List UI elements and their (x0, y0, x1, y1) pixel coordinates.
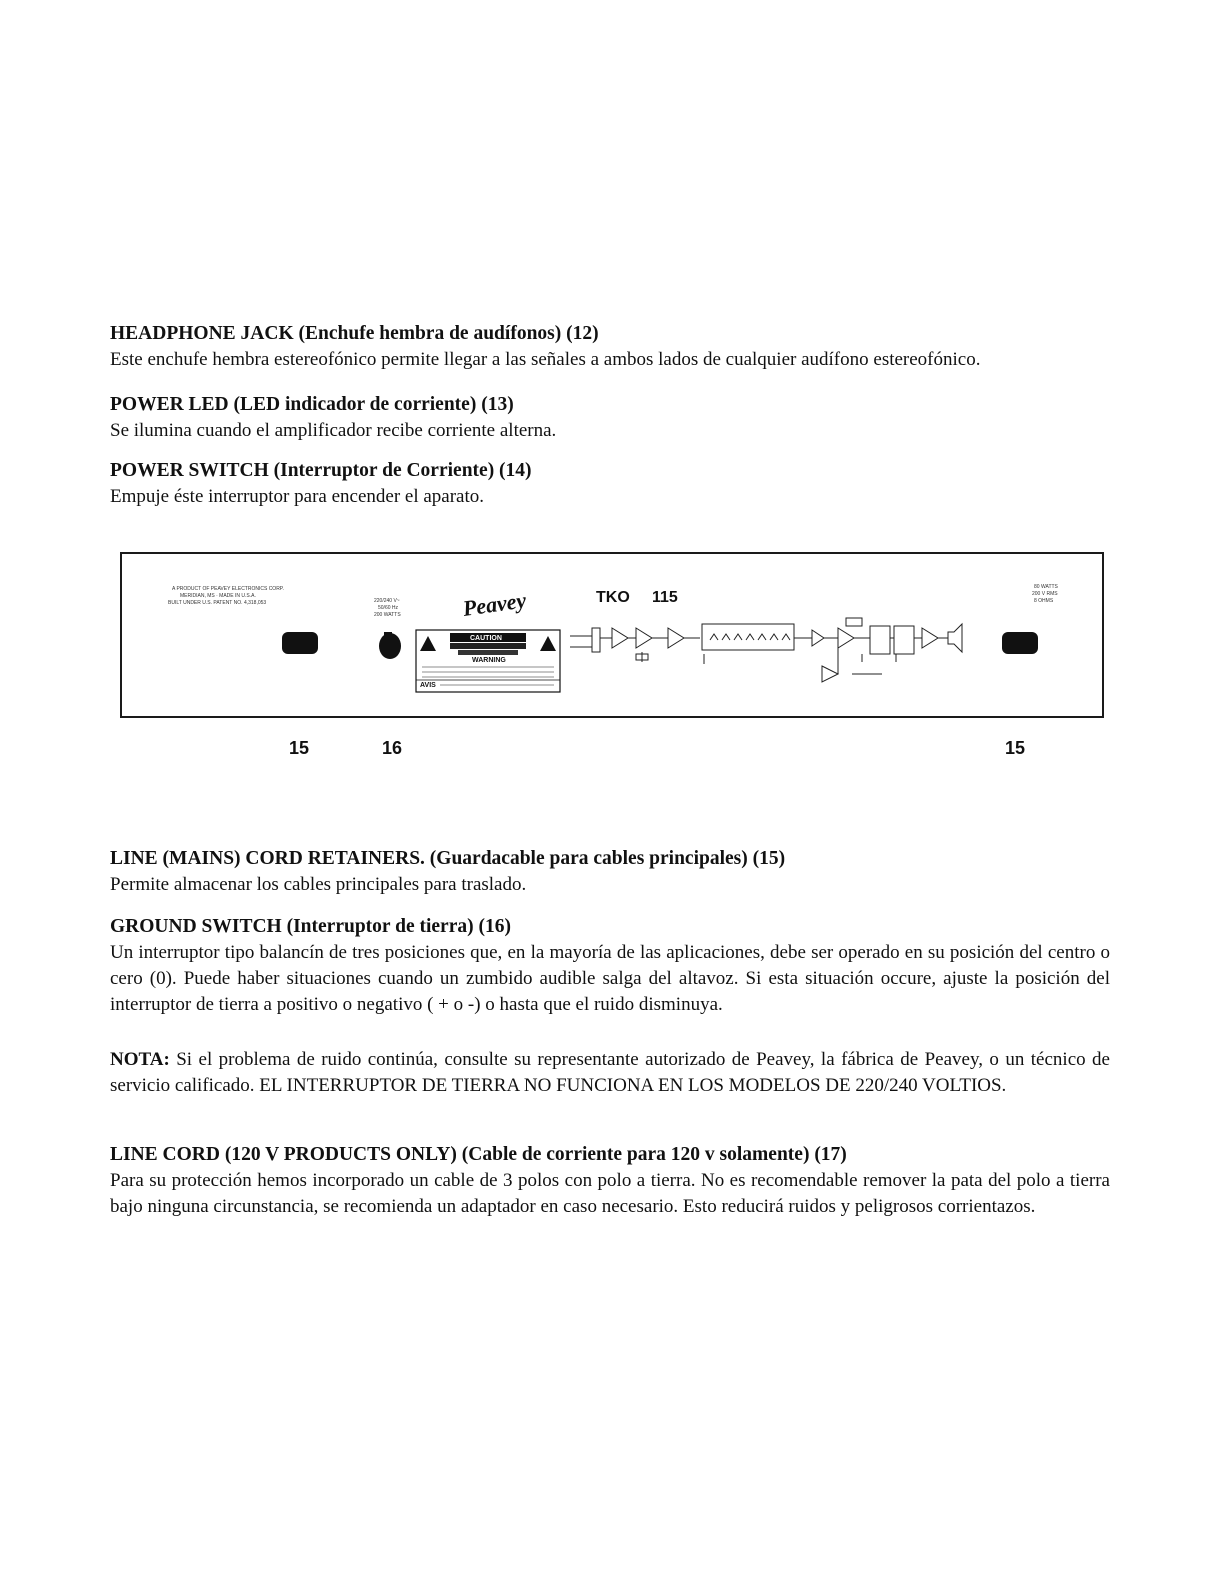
left-cord-retainer (282, 632, 318, 654)
maker-line-1: A PRODUCT OF PEAVEY ELECTRONICS CORP. (172, 586, 284, 592)
callout-right-retainer: 15 (1005, 738, 1026, 758)
rating-line-2: 200 V RMS (1032, 591, 1058, 597)
headphone-jack-heading: HEADPHONE JACK (Enchufe hembra de audífonos) (12) (110, 323, 599, 344)
headphone-jack-section (110, 321, 1110, 373)
block-diagram (570, 618, 962, 682)
maker-line-3: BUILT UNDER U.S. PATENT NO. 4,318,053 (168, 600, 267, 606)
caution-text: CAUTION (470, 635, 502, 642)
nota-paragraph (110, 1047, 1110, 1099)
maker-line-2: MERIDIAN, MS · MADE IN U.S.A. (180, 593, 256, 599)
nota-section (110, 1047, 1110, 1099)
power-led-section (110, 392, 1110, 444)
power-switch-heading: POWER SWITCH (Interruptor de Corriente) (14) (110, 460, 532, 481)
callout-ground-switch: 16 (382, 738, 403, 758)
rear-panel-diagram (120, 552, 1104, 718)
line-cord-body: Para su protección hemos incorporado un cable de 3 polos con polo a tierra. No es recomendable remover la pata del polo a tierra bajo ninguna circunstancia, se recomienda un adaptador en caso necesario. Esto reducirá ruidos y peligrosos corrientazos. (110, 1170, 1110, 1217)
caution-label (416, 630, 560, 692)
avis-text: AVIS (420, 682, 436, 689)
power-led-heading: POWER LED (LED indicador de corriente) (13) (110, 394, 514, 415)
nota-label: NOTA: (110, 1049, 170, 1070)
peavey-logo: Peavey (461, 587, 528, 621)
power-led-body: Se ilumina cuando el amplificador recibe corriente alterna. (110, 420, 557, 441)
rating-line-1: 80 WATTS (1034, 584, 1058, 590)
model-number: 115 (652, 589, 678, 606)
headphone-jack-body: Este enchufe hembra estereofónico permite llegar a las señales a ambos lados de cualquier audífono estereofónico. (110, 349, 981, 370)
power-switch-body: Empuje éste interruptor para encender el aparato. (110, 486, 485, 507)
ground-switch-heading: GROUND SWITCH (Interruptor de tierra) (16) (110, 916, 511, 937)
line-cord-heading: LINE CORD (120 V PRODUCTS ONLY) (Cable de corriente para 120 v solamente) (17) (110, 1144, 847, 1165)
rear-panel-svg (122, 554, 1102, 716)
cord-retainers-body: Permite almacenar los cables principales para traslado. (110, 874, 527, 895)
cord-retainers-section (110, 846, 1110, 898)
warning-text: WARNING (472, 657, 506, 664)
power-line-3: 200 WATTS (374, 612, 401, 618)
model-name: TKO (596, 589, 630, 606)
right-cord-retainer (1002, 632, 1038, 654)
callout-left-retainer: 15 (289, 738, 310, 758)
ground-switch (379, 632, 401, 659)
cord-retainers-heading: LINE (MAINS) CORD RETAINERS. (Guardacable para cables principales) (15) (110, 848, 786, 869)
nota-body: Si el problema de ruido continúa, consulte su representante autorizado de Peavey, la fábrica de Peavey, o un técnico de servicio calificado. EL INTERRUPTOR DE TIERRA NO FUNCIONA EN LOS MODELOS DE 220/240 VOLTIOS. (110, 1049, 1110, 1096)
power-switch-section (110, 458, 1110, 510)
line-cord-section (110, 1142, 1110, 1220)
power-line-2: 50/60 Hz (378, 605, 399, 611)
ground-switch-section (110, 914, 1110, 1018)
power-line-1: 220/240 V~ (374, 598, 400, 604)
rating-line-3: 8 OHMS (1034, 598, 1054, 604)
ground-switch-body: Un interruptor tipo balancín de tres posiciones que, en la mayoría de las aplicaciones, debe ser operado en su posición del centro o cero (0). Puede haber situaciones cuando un zumbido audible salga del altavoz. Si esta situación occure, ajuste la posición del interruptor de tierra a positivo o negativo ( + o -) o hasta que el ruido disminuya. (110, 942, 1110, 1015)
